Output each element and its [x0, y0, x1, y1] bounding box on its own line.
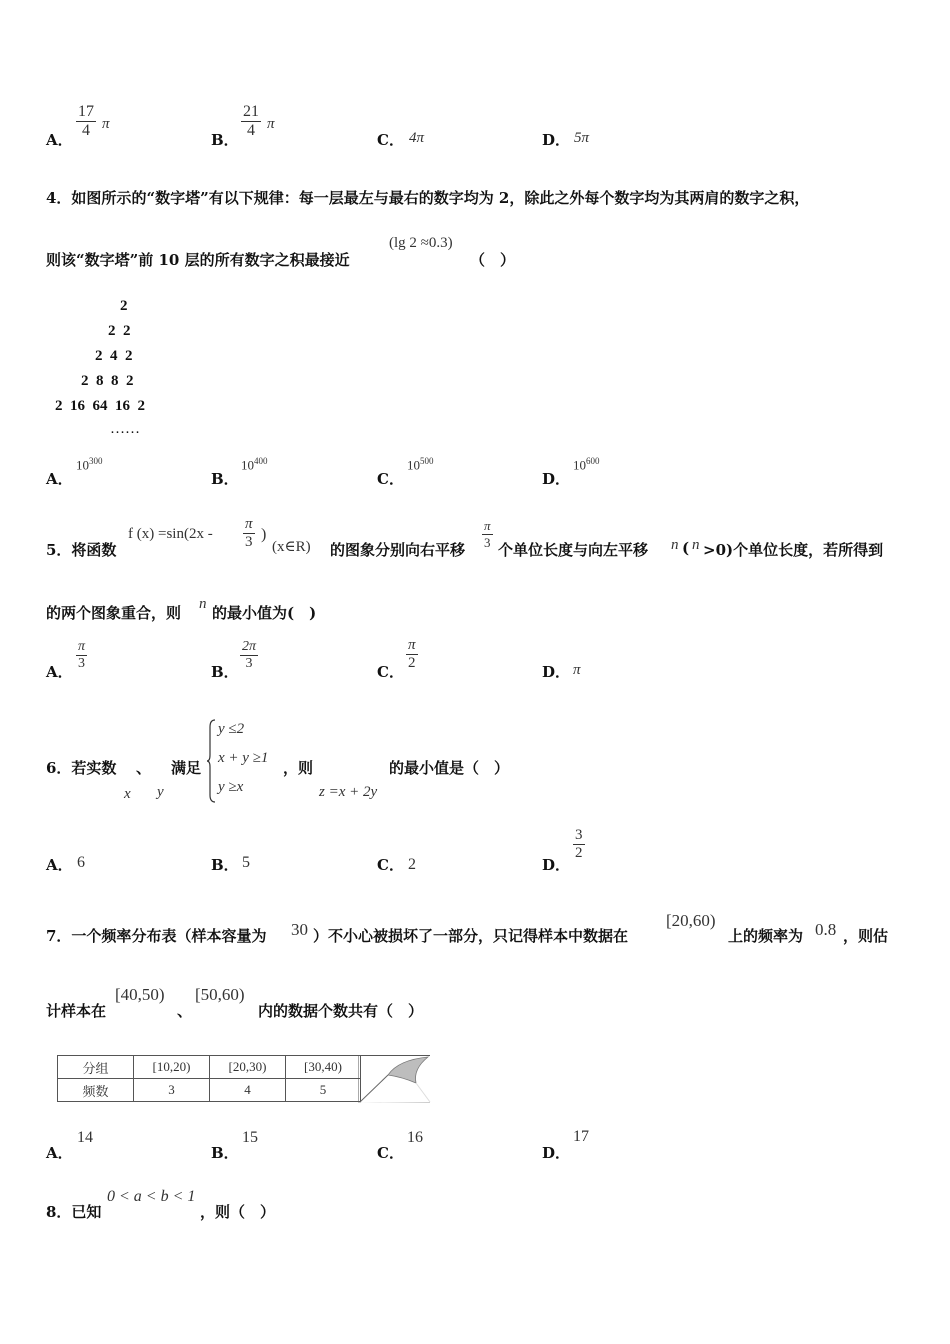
- q6-option-a-value: 6: [77, 854, 85, 871]
- q7-option-a-label: A．: [46, 1144, 73, 1162]
- q6-option-b-value: 5: [242, 854, 250, 871]
- q5-n-var: n: [671, 537, 679, 553]
- q3-option-d-value: 5π: [574, 130, 590, 146]
- q5-option-c-fraction: $\frac{\pi}{2}$: [408, 637, 416, 671]
- q4-option-b-label: B．: [211, 470, 239, 488]
- q4-stem-line2: 则该“数字塔”前 10 层的所有数字之积最接近: [46, 251, 350, 269]
- table-cell: 频数: [58, 1079, 134, 1102]
- table-cell: [20,30): [210, 1056, 286, 1079]
- q5-option-a-fraction: $\frac{\pi}{3}$: [78, 639, 86, 671]
- table-row: [58, 1056, 361, 1079]
- tower-row-5: 2 16 64 16 2: [55, 398, 145, 414]
- q5-func-fraction: $\frac{\pi}{3}$: [245, 516, 253, 550]
- q7-option-b-label: B．: [211, 1144, 239, 1162]
- q3-option-a-label: A．: [46, 131, 73, 149]
- q5-option-d-value: π: [573, 662, 581, 678]
- q6-suffix: 的最小值是（ ）: [389, 759, 510, 777]
- q4-option-c-label: C．: [377, 470, 404, 488]
- q7-line2-a: 计样本在: [46, 1002, 107, 1020]
- q7-option-c-label: C．: [377, 1144, 404, 1162]
- q3-option-b-label: B．: [211, 131, 239, 149]
- q7-interval: [20,60): [666, 911, 716, 930]
- q5-shift-fraction: $\frac{\pi}{3}$: [484, 518, 491, 550]
- q7-option-b-value: 15: [242, 1129, 258, 1146]
- q6-brace: [206, 719, 216, 803]
- q7-line1-a: 7．一个频率分布表（样本容量为: [46, 927, 267, 945]
- q8-prefix: 8．已知: [46, 1203, 102, 1221]
- tower-row-3: 2 4 2: [95, 348, 133, 364]
- tower-ellipsis: ……: [110, 421, 140, 437]
- q3-option-c-value: 4π: [409, 130, 425, 146]
- q5-cond-rest: >0)个单位长度，若所得到: [703, 541, 884, 559]
- q6-z-expr: z =x + 2y: [319, 784, 378, 800]
- q5-domain: (x∈R): [272, 539, 311, 555]
- q7-line1-b: ）不小心被损坏了一部分，只记得样本中数据在: [313, 927, 629, 945]
- q8-condition: 0 < a < b < 1: [107, 1188, 196, 1205]
- q5-option-b-fraction: $\frac{2\pi}{3}$: [242, 639, 257, 671]
- table-cell: 3: [134, 1079, 210, 1102]
- table-cell: [30,40): [286, 1056, 361, 1079]
- q3-option-d-label: D．: [542, 131, 571, 149]
- q6-mid: 满足: [171, 759, 202, 777]
- q7-line1-c: 上的频率为: [728, 927, 804, 945]
- tower-row-4: 2 8 8 2: [81, 373, 134, 389]
- q7-option-a-value: 14: [77, 1129, 93, 1146]
- q5-mid2: 个单位长度与向左平移: [498, 541, 649, 559]
- q6-var-x: x: [124, 786, 131, 802]
- q5-option-d-label: D．: [542, 663, 571, 681]
- q5-mid1: 的图象分别向右平移: [330, 541, 466, 559]
- q5-option-a-label: A．: [46, 663, 73, 681]
- table-row: [58, 1079, 361, 1102]
- q4-option-b-value: $10^{400}$: [241, 456, 268, 473]
- q7-line1-d: ，则估: [843, 927, 889, 945]
- q5-line2-a: 的两个图象重合，则: [46, 604, 182, 622]
- tower-row-2: 2 2: [108, 323, 131, 339]
- q6-option-c-label: C．: [377, 856, 404, 874]
- q7-sep: 、: [177, 1002, 193, 1020]
- q6-option-a-label: A．: [46, 856, 73, 874]
- q4-option-a-value: $10^{300}$: [76, 456, 103, 473]
- q3-option-a-pi: π: [102, 116, 110, 132]
- q6-var-y: y: [157, 784, 164, 800]
- q4-option-a-label: A．: [46, 470, 73, 488]
- q7-int1: [40,50): [115, 985, 165, 1004]
- q5-cond-n: n: [692, 537, 700, 553]
- q4-option-d-value: $10^{600}$: [573, 456, 600, 473]
- q6-then: ，则: [283, 759, 314, 777]
- q5-line2-b: 的最小值为( ): [212, 604, 317, 622]
- q6-constraint-3: y ≥x: [218, 779, 244, 795]
- q6-option-b-label: B．: [211, 856, 239, 874]
- q3-option-c-label: C．: [377, 131, 404, 149]
- q4-stem-line1: 4．如图所示的“数字塔”有以下规律：每一层最左与最右的数字均为 2，除此之外每个数字均为其两肩的数字之积，: [46, 189, 810, 207]
- q5-option-b-label: B．: [211, 663, 239, 681]
- q7-freq: 0.8: [815, 920, 837, 939]
- frequency-table: [57, 1055, 361, 1102]
- q7-option-d-value: 17: [573, 1128, 589, 1145]
- torn-corner-graphic: [358, 1055, 432, 1105]
- q7-capacity: 30: [291, 920, 308, 939]
- q7-option-d-label: D．: [542, 1144, 571, 1162]
- q7-line2-b: 内的数据个数共有（ ）: [258, 1002, 424, 1020]
- q6-option-d-label: D．: [542, 856, 571, 874]
- table-cell: 分组: [58, 1056, 134, 1079]
- q4-paren: （ ）: [470, 251, 516, 269]
- q3-option-b-fraction: $\frac{21}{4}$: [243, 103, 259, 139]
- q5-func-right: ): [261, 526, 267, 543]
- q5-cond-open: (: [682, 539, 690, 557]
- q3-option-a-fraction: $\frac{17}{4}$: [78, 103, 94, 139]
- q7-int2: [50,60): [195, 985, 245, 1004]
- q5-prefix: 5．将函数: [46, 541, 117, 559]
- q6-option-c-value: 2: [408, 856, 416, 873]
- q5-option-c-label: C．: [377, 663, 404, 681]
- q3-option-b-pi: π: [267, 116, 275, 132]
- q6-prefix: 6．若实数: [46, 759, 117, 777]
- q4-option-d-label: D．: [542, 470, 571, 488]
- q6-sep: 、: [136, 759, 152, 777]
- q6-constraint-1: y ≤2: [218, 721, 245, 737]
- q5-line2-n: n: [199, 596, 207, 612]
- q6-option-d-fraction: $\frac{3}{2}$: [575, 827, 583, 861]
- q4-hint: (lg 2 ≈0.3): [389, 235, 453, 251]
- table-cell: [10,20): [134, 1056, 210, 1079]
- tower-row-1: 2: [120, 298, 128, 314]
- table-cell: 4: [210, 1079, 286, 1102]
- q8-suffix: ，则（ ）: [200, 1203, 276, 1221]
- q5-func-left: f (x) =sin(2x -: [128, 526, 213, 542]
- q7-option-c-value: 16: [407, 1129, 423, 1146]
- table-cell: 5: [286, 1079, 361, 1102]
- q6-constraint-2: x + y ≥1: [218, 750, 269, 766]
- q4-option-c-value: $10^{500}$: [407, 456, 434, 473]
